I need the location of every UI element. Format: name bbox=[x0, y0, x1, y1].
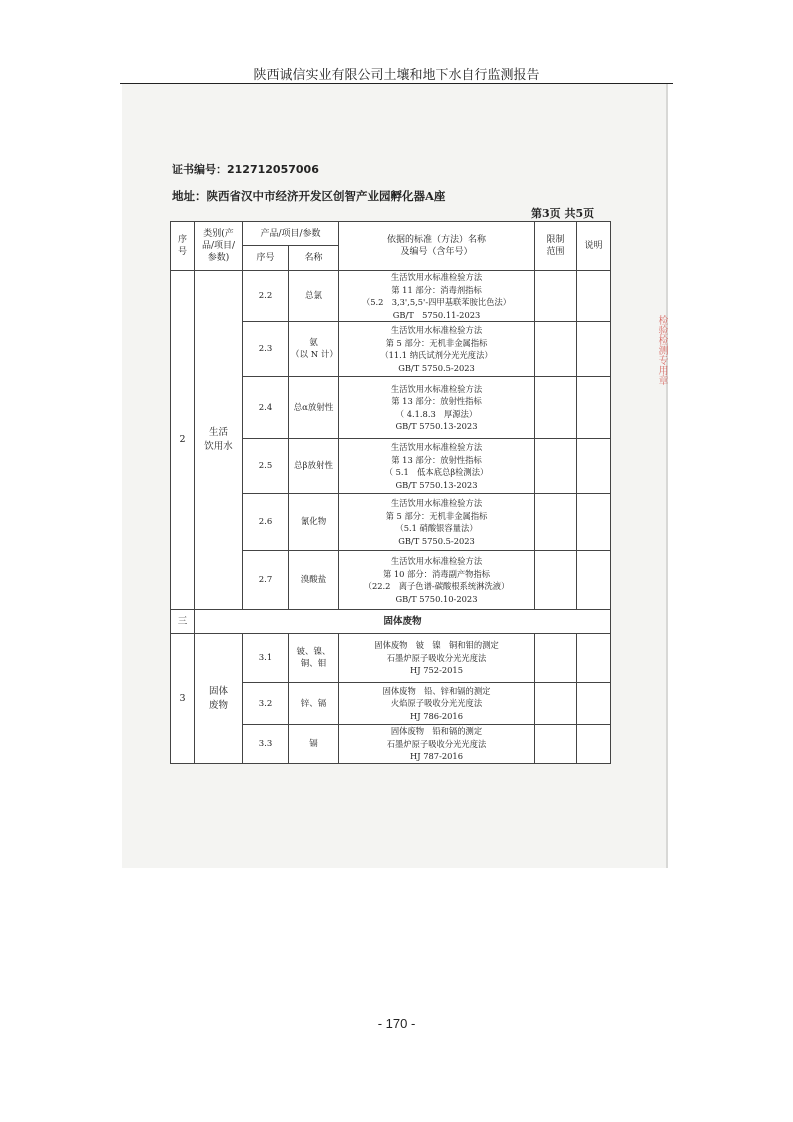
standard-line: 生活饮用水标准检验方法 bbox=[390, 498, 483, 508]
section-seq-cell: 三 bbox=[171, 610, 195, 634]
standard-cell bbox=[339, 271, 535, 322]
standard-line: 生活饮用水标准检验方法 bbox=[390, 556, 483, 566]
group-category-cell bbox=[195, 634, 243, 764]
standard-line: （ 5.1 低本底总β检测法） bbox=[384, 467, 489, 477]
standard-line: GB/T 5750.10-2023 bbox=[395, 593, 478, 604]
section-row bbox=[171, 610, 611, 634]
standard-line: 生活饮用水标准检验方法 bbox=[390, 442, 483, 452]
group-seq-cell: 2 bbox=[171, 271, 195, 610]
item-name-cell bbox=[289, 551, 339, 610]
header-limit bbox=[535, 222, 577, 271]
category-line: 生活 bbox=[208, 427, 228, 438]
standard-line: GB/T 5750.5-2023 bbox=[398, 535, 475, 546]
standard-line: 第 5 部分：无机非金属指标 bbox=[385, 510, 488, 521]
standard-line: HJ 752-2015 bbox=[410, 665, 463, 676]
group-category-cell bbox=[195, 271, 243, 610]
standard-line: 固体废物 铅和镉的测定 bbox=[390, 726, 483, 737]
category-line: 废物 bbox=[208, 699, 228, 711]
standard-line: 石墨炉原子吸收分光光度法 bbox=[386, 652, 487, 663]
sub-seq-cell: 2.3 bbox=[243, 322, 289, 377]
stamp-text: 检验检测专用章 bbox=[656, 315, 667, 385]
certificate-number-line bbox=[172, 161, 319, 177]
header-name: 名称 bbox=[289, 246, 339, 271]
item-name-cell bbox=[289, 439, 339, 494]
limit-cell bbox=[535, 683, 577, 725]
item-name-cell bbox=[289, 322, 339, 377]
standard-line: HJ 786-2016 bbox=[410, 710, 463, 721]
certificate-label: 证书编号： bbox=[172, 163, 227, 176]
scan-edge-shadow bbox=[666, 84, 668, 868]
standard-cell bbox=[339, 683, 535, 725]
standard-line: （22.2 离子色谱-碳酸根系统淋洗液） bbox=[363, 581, 510, 591]
item-name-line: 锌、镉 bbox=[300, 698, 327, 709]
remark-cell bbox=[577, 377, 611, 439]
item-name-cell bbox=[289, 725, 339, 764]
sub-seq-cell: 2.5 bbox=[243, 439, 289, 494]
limit-cell bbox=[535, 439, 577, 494]
table-row bbox=[171, 634, 611, 683]
header-limit-line: 限制 bbox=[546, 235, 565, 245]
table-row bbox=[171, 271, 611, 322]
header-sub-seq: 序号 bbox=[243, 246, 289, 271]
standard-line: 生活饮用水标准检验方法 bbox=[390, 272, 483, 282]
sub-seq-cell: 2.7 bbox=[243, 551, 289, 610]
item-name-line: 铍、镍、 bbox=[296, 647, 331, 657]
sub-seq-cell: 3.2 bbox=[243, 683, 289, 725]
item-name-line: 溴酸盐 bbox=[300, 575, 327, 585]
item-name-line: 氰化物 bbox=[300, 517, 327, 527]
sub-seq-cell: 2.4 bbox=[243, 377, 289, 439]
item-name-cell bbox=[289, 271, 339, 322]
table-header-row bbox=[171, 222, 611, 246]
remark-cell bbox=[577, 271, 611, 322]
standard-line: GB/T 5750.13-2023 bbox=[395, 479, 478, 490]
standard-line: （11.1 纳氏试剂分光光度法） bbox=[380, 350, 493, 360]
remark-cell bbox=[577, 683, 611, 725]
remark-cell bbox=[577, 634, 611, 683]
header-standard-line: 依据的标准（方法）名称 bbox=[387, 235, 487, 245]
standard-line: 第 10 部分：消毒副产物指标 bbox=[382, 568, 491, 579]
remark-cell bbox=[577, 494, 611, 551]
header-seq-line: 序 bbox=[177, 235, 187, 245]
standard-cell bbox=[339, 377, 535, 439]
limit-cell bbox=[535, 271, 577, 322]
standard-line: GB/T 5750.11-2023 bbox=[392, 309, 481, 320]
address-line bbox=[172, 188, 445, 204]
header-category-line: 类别(产 bbox=[203, 229, 234, 239]
standard-line: 生活饮用水标准检验方法 bbox=[390, 383, 483, 394]
standard-cell bbox=[339, 551, 535, 610]
header-limit-line: 范围 bbox=[546, 247, 565, 257]
page-number: - 170 - bbox=[377, 1016, 416, 1031]
page-indicator: 第3页 共5页 bbox=[531, 207, 595, 220]
address-label: 地址： bbox=[172, 189, 207, 203]
standard-cell bbox=[339, 439, 535, 494]
header-standard-line: 及编号（含年号） bbox=[400, 247, 473, 257]
standard-line: 第 11 部分：消毒剂指标 bbox=[391, 284, 482, 295]
standard-line: GB/T 5750.13-2023 bbox=[395, 421, 478, 431]
standard-line: 固体废物 铍 镍 铜和钼的测定 bbox=[374, 640, 499, 651]
sub-seq-cell: 2.6 bbox=[243, 494, 289, 551]
header-category bbox=[195, 222, 243, 271]
standard-line: （5.1 硝酸银容量法） bbox=[395, 523, 478, 533]
report-header-title: 陕西诚信实业有限公司土壤和地下水自行监测报告 bbox=[253, 68, 540, 83]
limit-cell bbox=[535, 725, 577, 764]
standard-line: GB/T 5750.5-2023 bbox=[398, 362, 475, 373]
item-name-line: 总α放射性 bbox=[293, 402, 334, 413]
standard-cell bbox=[339, 322, 535, 377]
item-name-cell bbox=[289, 494, 339, 551]
item-name-line: 镉 bbox=[309, 739, 318, 749]
standard-line: 生活饮用水标准检验方法 bbox=[390, 325, 483, 335]
item-name-cell bbox=[289, 377, 339, 439]
sub-seq-cell: 2.2 bbox=[243, 271, 289, 322]
standard-line: 第 5 部分：无机非金属指标 bbox=[385, 337, 488, 348]
limit-cell bbox=[535, 377, 577, 439]
remark-cell bbox=[577, 725, 611, 764]
header-standard bbox=[339, 222, 535, 271]
address-value: 陕西省汉中市经济开发区创智产业园孵化器A座 bbox=[206, 189, 446, 203]
remark-cell bbox=[577, 322, 611, 377]
standard-line: 石墨炉原子吸收分光光度法 bbox=[386, 738, 487, 749]
standard-line: 第 13 部分：放射性指标 bbox=[391, 396, 482, 406]
header-category-line: 品/项目/ bbox=[201, 241, 236, 251]
section-title-cell: 固体废物 bbox=[195, 610, 611, 634]
group-seq-cell: 3 bbox=[171, 634, 195, 764]
remark-cell bbox=[577, 439, 611, 494]
limit-cell bbox=[535, 494, 577, 551]
item-name-cell bbox=[289, 634, 339, 683]
header-remark: 说明 bbox=[577, 222, 611, 271]
test-scope-table bbox=[170, 221, 611, 764]
category-line: 固体 bbox=[208, 685, 228, 697]
standard-cell bbox=[339, 494, 535, 551]
item-name-line: 总氯 bbox=[305, 291, 323, 301]
sub-seq-cell: 3.1 bbox=[243, 634, 289, 683]
standard-line: （5.2 3,3',5,5'-四甲基联苯胺比色法） bbox=[361, 297, 512, 307]
standard-cell bbox=[339, 725, 535, 764]
header-category-line: 参数) bbox=[207, 253, 230, 263]
item-name-cell bbox=[289, 683, 339, 725]
standard-line: 火焰原子吸收分光光度法 bbox=[390, 698, 483, 709]
table-body bbox=[171, 222, 611, 764]
header-product-group: 产品/项目/参数 bbox=[243, 222, 339, 246]
limit-cell bbox=[535, 551, 577, 610]
red-seal-stamp bbox=[654, 315, 668, 415]
standard-line: HJ 787-2016 bbox=[410, 751, 463, 762]
standard-line: 固体废物 铅、锌和镉的测定 bbox=[382, 685, 491, 696]
standard-line: （ 4.1.8.3 厚源法） bbox=[395, 408, 478, 419]
standard-cell bbox=[339, 634, 535, 683]
item-name-line: （以 N 计） bbox=[291, 350, 338, 360]
limit-cell bbox=[535, 634, 577, 683]
item-name-line: 氨 bbox=[309, 338, 318, 348]
remark-cell bbox=[577, 551, 611, 610]
category-line: 饮用水 bbox=[204, 441, 233, 452]
sub-seq-cell: 3.3 bbox=[243, 725, 289, 764]
limit-cell bbox=[535, 322, 577, 377]
item-name-line: 铜、钼 bbox=[300, 659, 327, 669]
standard-line: 第 13 部分：放射性指标 bbox=[391, 454, 482, 465]
certificate-number: 212712057006 bbox=[227, 163, 319, 176]
item-name-line: 总β放射性 bbox=[294, 461, 333, 471]
header-seq bbox=[171, 222, 195, 271]
header-seq-line: 号 bbox=[177, 247, 187, 257]
